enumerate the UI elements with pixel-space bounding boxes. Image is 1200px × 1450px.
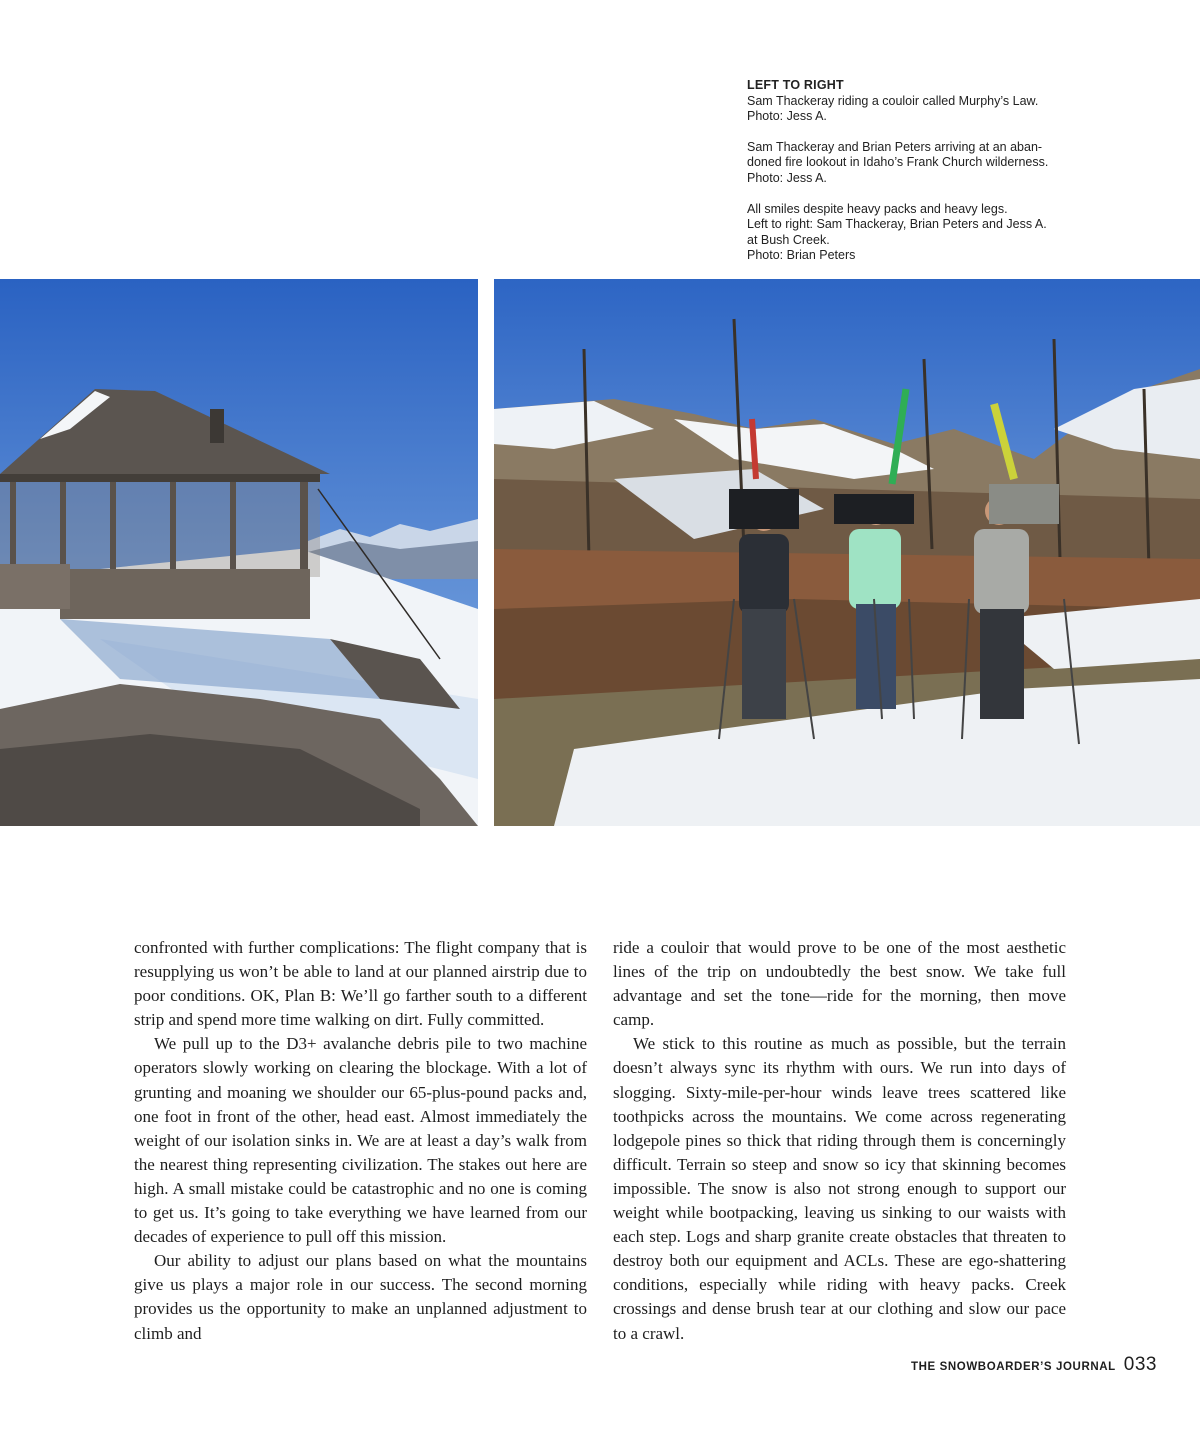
caption-line: Photo: Brian Peters — [747, 248, 856, 263]
caption-paragraph — [747, 94, 1077, 125]
caption-line: All smiles despite heavy packs and heavy legs. — [747, 201, 1008, 216]
caption-line: Photo: Jess A. — [747, 109, 827, 124]
caption-line: Sam Thackeray riding a couloir called Murphy’s Law. — [747, 93, 1039, 108]
fire-lookout-photo — [0, 279, 478, 826]
article-paragraph: Our ability to adjust our plans based on what the mountains give us plays a major role in our success. The second morning provides us the opportunity to make an unplanned adjustment to climb and — [134, 1251, 587, 1343]
article-paragraph: We pull up to the D3+ avalanche debris pile to two machine operators slowly working on clearing the blockage. With a lot of grunting and moaning we shoulder our 65-plus-pound packs and, one foot in front of the other, head east. Almost immediately the weight of our isolation sinks in. We are at least a day’s walk from the nearest thing representing civilization. The stakes out here are high. A small mistake could be catastrophic and no one is coming to get us. It’s going to take everything we have learned from our decades of experience to pull off this mission. — [134, 1034, 587, 1247]
caption-heading: LEFT TO RIGHT — [747, 78, 844, 92]
article-column-right — [613, 936, 1066, 1346]
page-footer — [911, 1354, 1157, 1376]
page-number: 033 — [1123, 1354, 1157, 1375]
caption-line: Left to right: Sam Thackeray, Brian Peters and Jess A. — [747, 217, 1047, 232]
caption-line: at Bush Creek. — [747, 232, 830, 247]
caption-line: Sam Thackeray and Brian Peters arriving at an aban- — [747, 139, 1043, 154]
photo-caption — [747, 78, 1077, 279]
three-splitboarders-photo — [494, 279, 1200, 826]
caption-line: doned fire lookout in Idaho’s Frank Church wilderness. — [747, 155, 1049, 170]
article-paragraph: ride a couloir that would prove to be one of the most aesthetic lines of the trip on undoubtedly the best snow. We take full advantage and set the tone—ride for the morning, then move camp. — [613, 938, 1066, 1030]
caption-paragraph — [747, 140, 1077, 187]
article-paragraph: confronted with further complications: The flight company that is resupplying us won’t be able to land at our planned airstrip due to poor conditions. OK, Plan B: We’ll go farther south to a different strip and spend more time walking on dirt. Fully committed. — [134, 938, 587, 1030]
article-paragraph: We stick to this routine as much as possible, but the terrain doesn’t always sync its rhythm with ours. We run into days of slogging. Sixty-mile-per-hour winds leave trees scattered like toothpicks across the mountains. We come across regenerating lodgepole pines so thick that riding through them is concerningly difficult. Terrain so steep and snow so icy that skinning becomes impossible. The snow is also not strong enough to support our weight while bootpacking, leaving us sinking to our waists with each step. Logs and sharp granite create obstacles that threaten to destroy both our equipment and ACLs. These are ego-shattering conditions, especially while riding with heavy packs. Creek crossings and dense brush tear at our clothing and slow our pace to a crawl. — [613, 1034, 1066, 1343]
publication-name: THE SNOWBOARDER’S JOURNAL — [911, 1361, 1116, 1373]
caption-line: Photo: Jess A. — [747, 170, 827, 185]
caption-paragraph — [747, 202, 1077, 264]
article-column-left — [134, 936, 587, 1346]
